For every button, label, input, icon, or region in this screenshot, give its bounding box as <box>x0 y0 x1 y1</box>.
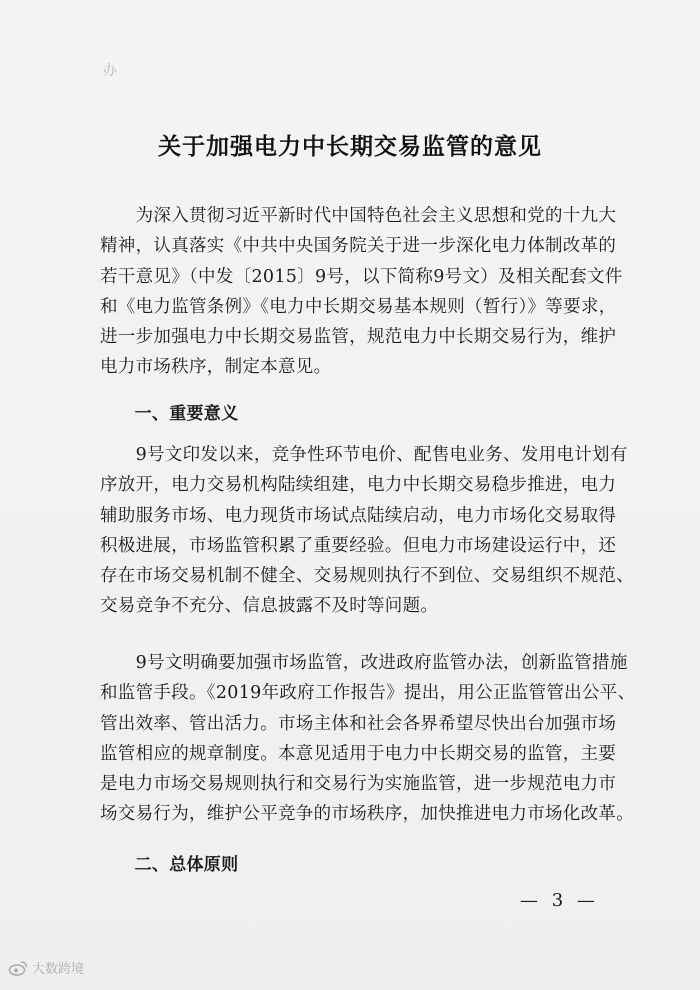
text-line: 若干意见》（中发〔2015〕9号，以下简称9号文）及相关配套文件 <box>100 266 623 287</box>
corner-mark: 办 <box>103 63 117 79</box>
section-one <box>100 399 600 429</box>
text-line: 管出效率、管出活力。市场主体和社会各界希望尽快出台加强市场 <box>100 713 617 734</box>
text-line: 进一步加强电力中长期交易监管，规范电力中长期交易行为，维护 <box>100 327 617 348</box>
section-one-paragraph-1 <box>100 440 634 622</box>
watermark-text: 大数跨境 <box>32 962 85 977</box>
text-line: 为深入贯彻习近平新时代中国特色社会主义思想和党的十九大 <box>100 206 617 226</box>
text-line: 交易竞争不充分、信息披露不及时等问题。 <box>100 596 439 617</box>
text-line: 9号文印发以来，竞争性环节电价、配售电业务、发用电计划有 <box>100 445 628 465</box>
text-line: 是电力市场交易规则执行和交易行为实施监管，进一步规范电力市 <box>100 774 617 795</box>
section-heading: 一、重要意义 <box>100 404 239 424</box>
section-one-paragraph-2 <box>100 648 636 830</box>
text-line: 电力市场秩序，制定本意见。 <box>100 357 332 378</box>
text-line: 存在市场交易机制不健全、交易规则执行不到位、交易组织不规范、 <box>100 566 634 587</box>
text-line: 和《电力监管条例》《电力中长期交易基本规则（暂行）》等要求， <box>100 296 617 317</box>
text-line: 9号文明确要加强市场监管，改进政府监管办法，创新监管措施 <box>100 653 628 673</box>
text-line: 监管相应的规章制度。本意见适用于电力中长期交易的监管，主要 <box>100 743 617 764</box>
text-line: 积极进展，市场监管积累了重要经验。但电力市场建设运行中，还 <box>100 535 617 556</box>
text-line: 精神，认真落实《中共中央国务院关于进一步深化电力体制改革的 <box>100 236 617 257</box>
text-line: 辅助服务市场、电力现货市场试点陆续启动，电力市场化交易取得 <box>100 505 617 526</box>
watermark <box>8 958 84 977</box>
page-number: — 3 — <box>520 890 599 911</box>
text-line: 和监管手段。《2019年政府工作报告》提出，用公正监管管出公平、 <box>100 683 636 704</box>
text-line: 场交易行为，维护公平竞争的市场秩序，加快推进电力市场化改革。 <box>100 804 634 825</box>
text-line: 序放开，电力交易机构陆续组建，电力中长期交易稳步推进，电力 <box>100 475 617 496</box>
weibo-logo-icon <box>8 960 28 976</box>
intro-paragraph <box>100 201 623 383</box>
section-two <box>100 850 600 880</box>
document-title: 关于加强电力中长期交易监管的意见 <box>158 133 542 160</box>
section-heading: 二、总体原则 <box>100 855 239 875</box>
